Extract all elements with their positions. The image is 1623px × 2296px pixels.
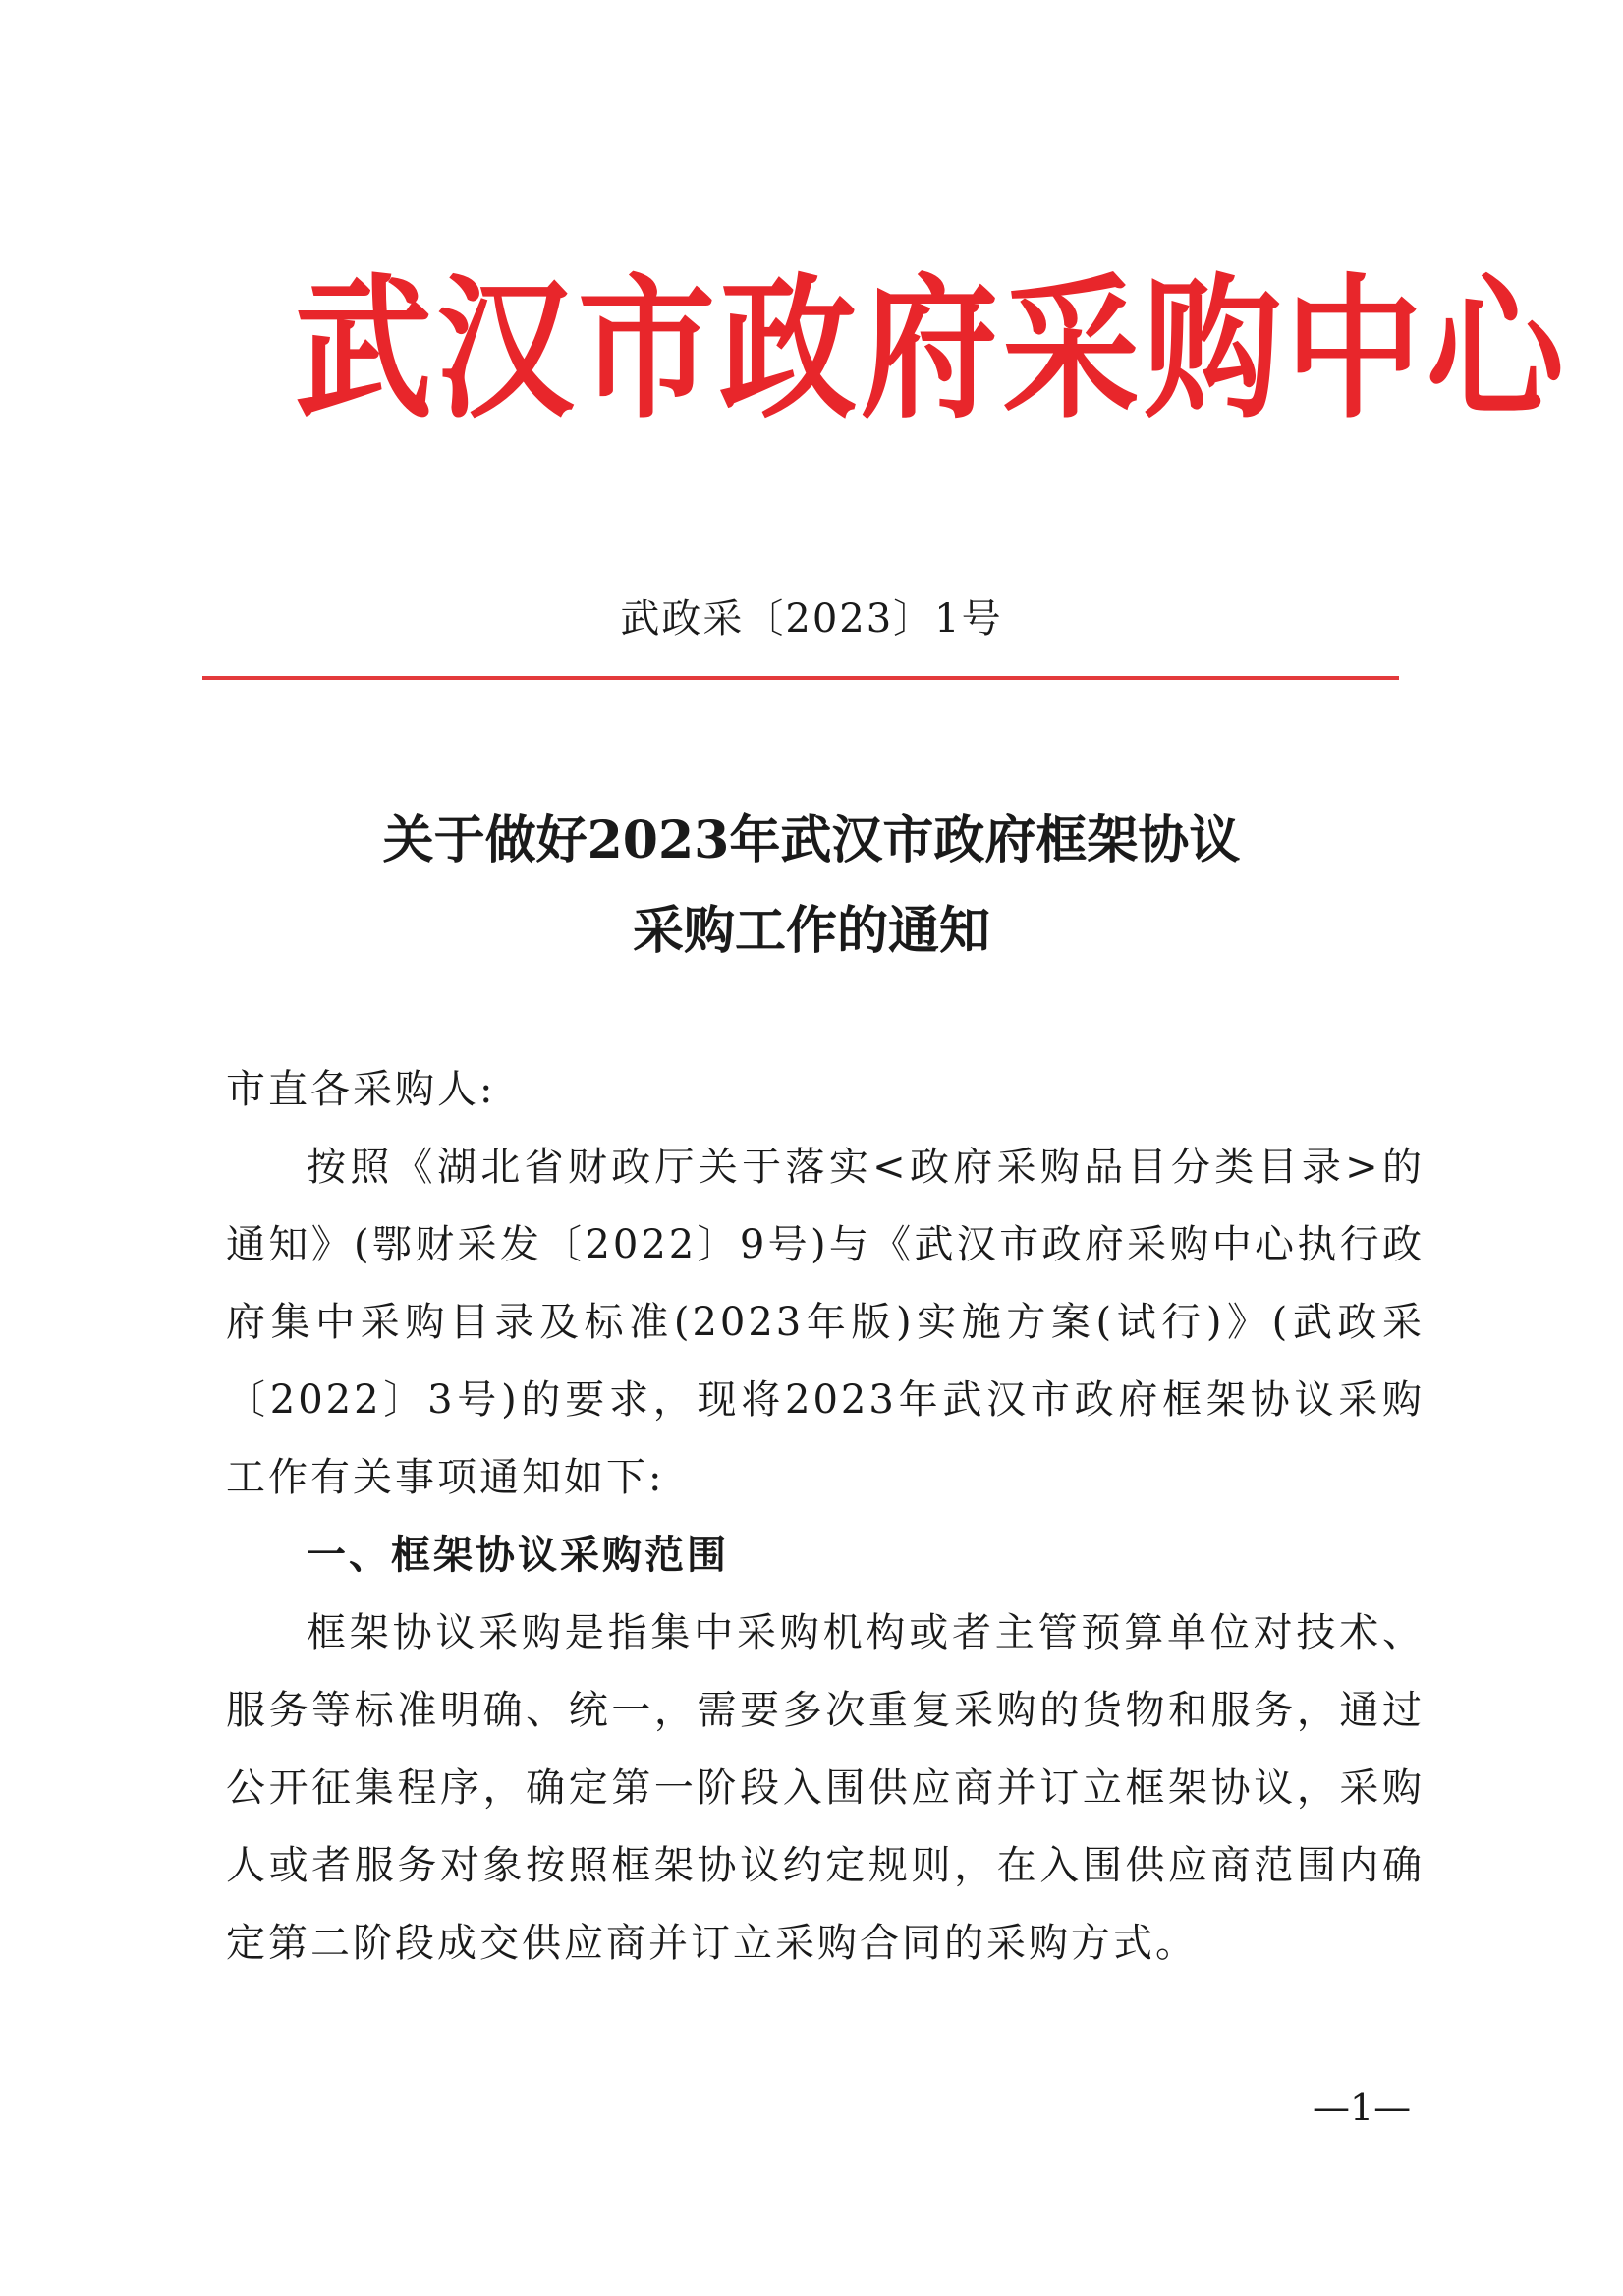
section-1-heading: 一、框架协议采购范围 — [307, 1533, 729, 1578]
document-number: 武政采〔2023〕1号 — [620, 596, 1003, 642]
salutation: 市直各采购人: — [226, 1067, 496, 1112]
section-1-paragraph: 框架协议采购是指集中采购机构或者主管预算单位对技术、服务等标准明确、统一，需要多次重复采购的货物和服务，通过公开征集程序，确定第一阶段入围供应商并订立框架协议，采购人或者服务对象按照框架协议约定规则，在入围供应商范围内确定第二阶段成交供应商并订立采购合同的采购方式。 — [226, 1610, 1425, 1966]
intro-paragraph: 按照《湖北省财政厅关于落实<政府采购品目分类目录>的通知》(鄂财采发〔2022〕9号)与《武汉市政府采购中心执行政府集中采购目录及标准(2023年版)实施方案(试行)》(武政采〔2022〕3号)的要求，现将2023年武汉市政府框架协议采购工作有关事项通知如下: — [226, 1145, 1425, 1500]
issuer-heading: 武汉市政府采购中心 — [295, 260, 1569, 440]
title-line-2: 采购工作的通知 — [632, 901, 990, 961]
document-body — [226, 1051, 1425, 1983]
title-line-1: 关于做好2023年武汉市政府框架协议 — [382, 811, 1241, 870]
document-title — [0, 796, 1623, 977]
page-number: —1— — [1313, 2086, 1412, 2129]
red-divider-line — [202, 676, 1399, 680]
